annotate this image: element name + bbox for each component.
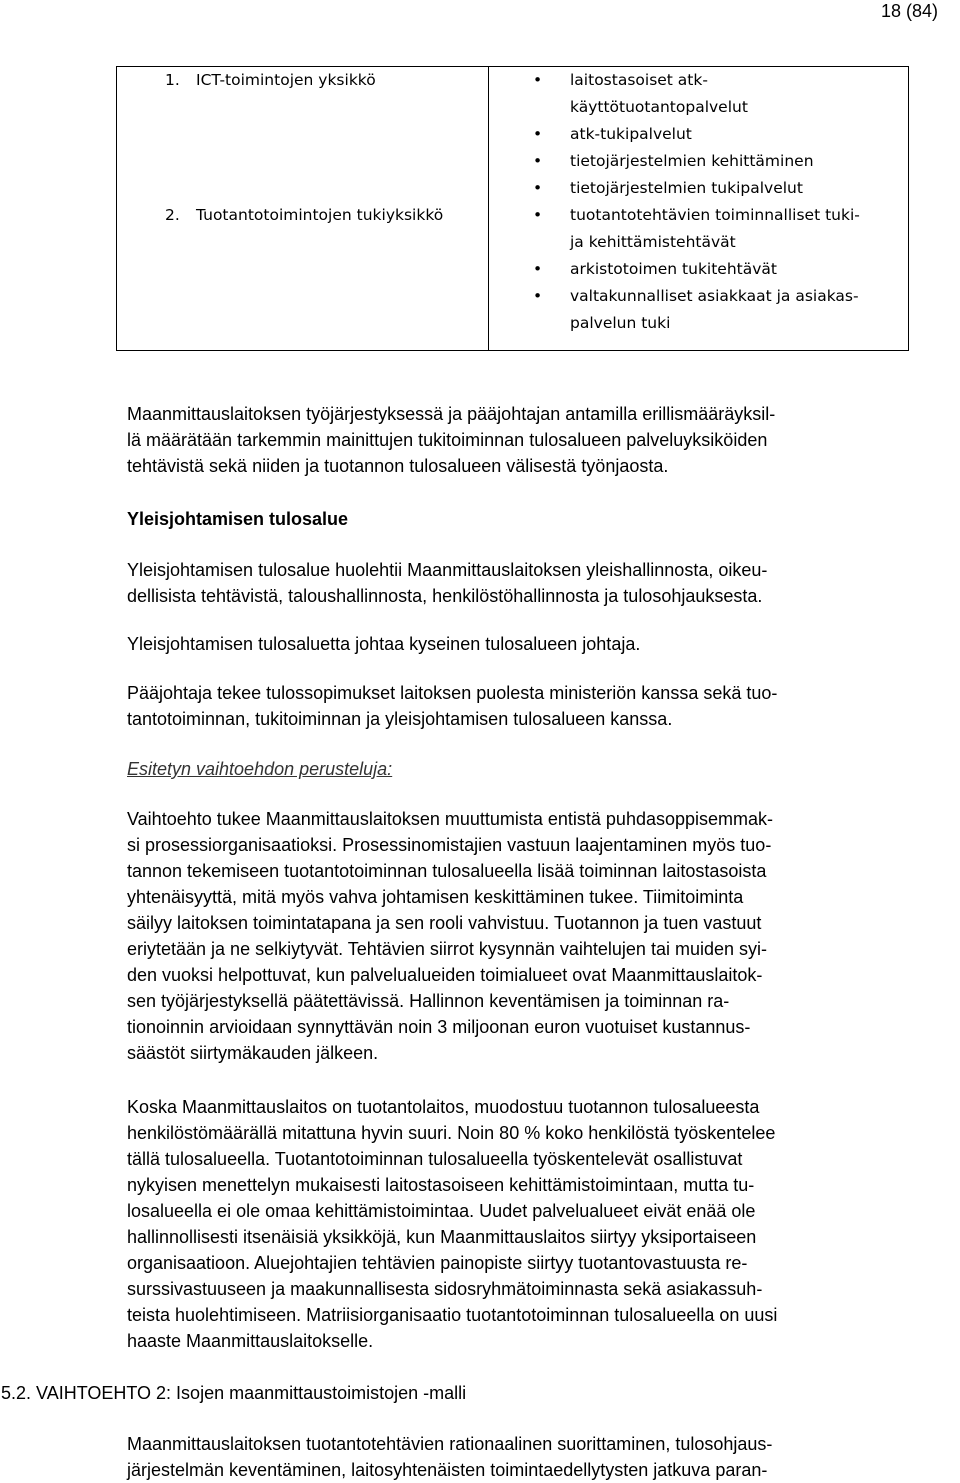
list-item: • tuotantotehtävien toiminnalliset tuki- ja kehittämistehtävät [570, 202, 908, 256]
unit-names-cell [117, 67, 489, 351]
section-heading: 5.2. VAIHTOEHTO 2: Isojen maanmittaustoimistojen -malli [1, 1383, 467, 1403]
list-item: • tietojärjestelmien kehittäminen [570, 148, 908, 175]
unit-label: ICT-toimintojen yksikkö [196, 71, 376, 89]
table-row [117, 67, 909, 351]
unit-name-1 [117, 67, 488, 94]
list-item: • atk-tukipalvelut [570, 121, 908, 148]
units-table [116, 66, 909, 351]
list-item: • laitostasoiset atk- käyttötuotantopalvelut [570, 67, 908, 121]
unit-tasks-cell [489, 67, 909, 351]
unit-number: 2. [165, 206, 180, 224]
list-item: • tietojärjestelmien tukipalvelut [570, 175, 908, 202]
paragraph: Yleisjohtamisen tulosalue huolehtii Maanmittauslaitoksen yleishallinnosta, oikeu- dellisista tehtävistä, taloushallinnosta, henkilöstöhallinnosta ja tulosohjauksesta. [127, 560, 768, 606]
paragraph: Pääjohtaja tekee tulossopimukset laitoksen puolesta ministeriön kanssa sekä tuo- tantotoiminnan, tukitoiminnan ja yleisjohtamisen tulosalueen kanssa. [127, 683, 778, 729]
subheading: Esitetyn vaihtoehdon perusteluja: [127, 759, 393, 779]
unit-label: Tuotantotoimintojen tukiyksikkö [196, 206, 444, 224]
list-item: • valtakunnalliset asiakkaat ja asiakas- palvelun tuki [570, 283, 908, 337]
subheading: Yleisjohtamisen tulosalue [127, 509, 349, 529]
unit-name-2 [117, 202, 488, 229]
paragraph: Koska Maanmittauslaitos on tuotantolaitos, muodostuu tuotannon tulosalueesta henkilöstömäärällä mitattuna hyvin suuri. Noin 80 % koko henkilöstä työskentelee tällä tulosalueella. Tuotantotoiminnan tulosalueella työskentelevät osallistuvat nykyisen menettelyn mukaisesti laitostasoiseen kehittämistoimintaan, mutta tu- losalueella ei ole omaa kehittämistoimintaa. Uudet palvelualueet eivät enää ole hallinnollisesti itsenäisiä yksikköjä, kun Maanmittauslaitos siirtyy yksiportaiseen organisaatioon. Aluejohtajien tehtävien painopiste siirtyy tuotantovastuusta re- surssivastuuseen ja maakunnallisesta sidosryhmätoiminnasta sekä asiakassuh- teista huolehtimiseen. Matriisiorganisaatio tuotantotoiminnan tulosalueella on uusi haaste Maanmittauslaitokselle. [127, 1097, 778, 1351]
paragraph: Maanmittauslaitoksen tuotantotehtävien rationaalinen suorittaminen, tulosohjaus- järjestelmän keventäminen, laitosyhtenäisten toimintaedellytysten jatkuva paran- [127, 1434, 773, 1480]
paragraph: Maanmittauslaitoksen työjärjestyksessä ja pääjohtajan antamilla erillismääräyksil- lä määrätään tarkemmin mainittujen tukitoiminnan tulosalueen palveluyksiköiden tehtävistä sekä niiden ja tuotannon tulosalueen välisestä työnjaosta. [127, 404, 776, 476]
task-list [489, 67, 908, 337]
list-item: • arkistotoimen tukitehtävät [570, 256, 908, 283]
unit-number: 1. [165, 71, 180, 89]
page-number: 18 (84) [880, 1, 938, 21]
paragraph: Vaihtoehto tukee Maanmittauslaitoksen muuttumista entistä puhdasoppisemmak- si prosessiorganisaatioksi. Prosessinomistajien vastuun laajentaminen myös tuo- tannon tekemiseen tuotantotoiminnan tulosalueella lisää toiminnan laitostasoista yhtenäisyyttä, mitä myös vahva johtamisen keskittäminen tukee. Tiimitoiminta säilyy laitoksen toimintatapana ja sen rooli vahvistuu. Tuotannon ja tuen vastuut eriytetään ja ne selkiytyvät. Tehtävien siirrot kysynnän vaihtelujen tai muiden syi- den vuoksi helpottuvat, kun palvelualueiden toimialueet ovat Maanmittauslaitok- sen työjärjestyksellä päätettävissä. Hallinnon keventämisen ja toiminnan ra- tionoinnin arvioidaan synnyttävän noin 3 miljoonan euron vuotuiset kustannus- säästöt siirtymäkauden jälkeen. [127, 809, 774, 1063]
paragraph: Yleisjohtamisen tulosaluetta johtaa kyseinen tulosalueen johtaja. [127, 634, 641, 654]
